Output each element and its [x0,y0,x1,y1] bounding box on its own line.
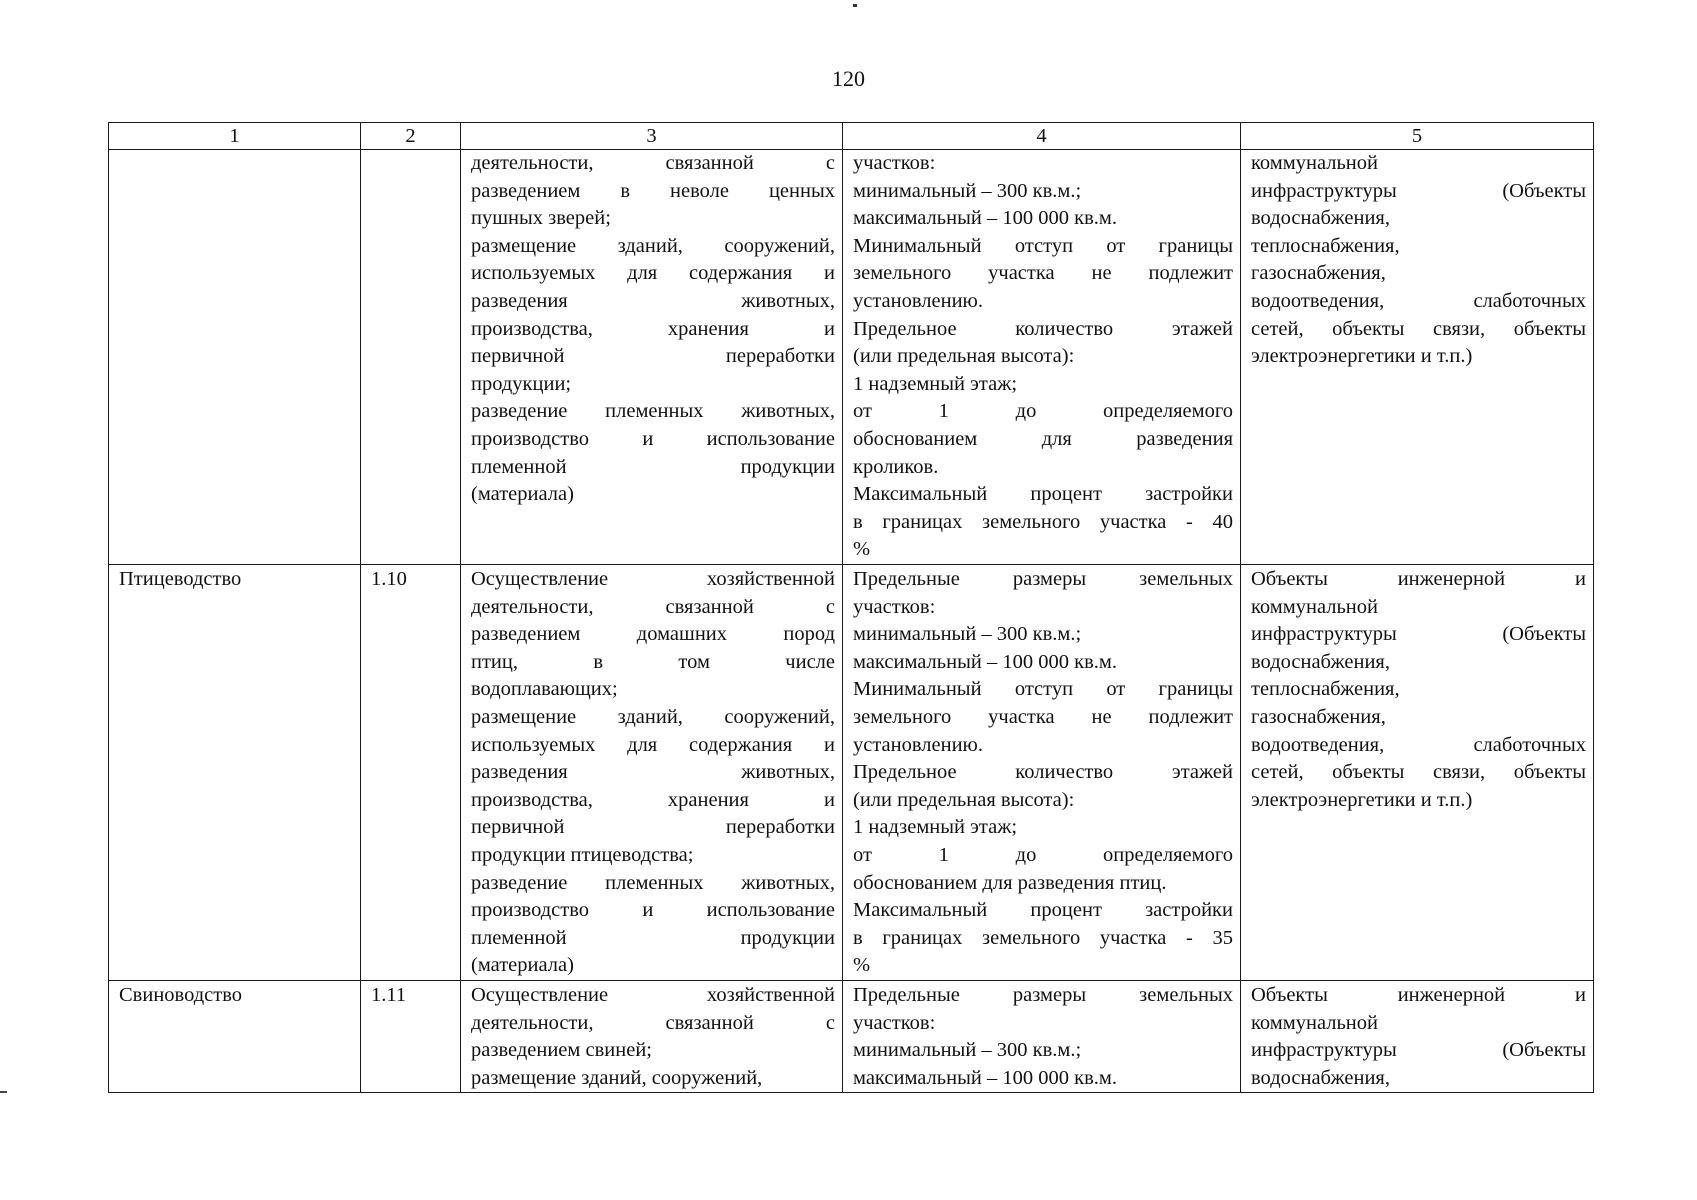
cell-text-line: деятельности, связанной с [471,595,835,618]
cell-text-line: максимальный – 100 000 кв.м. [853,207,1117,230]
cell-text-line: Максимальный процент застройки [853,899,1233,922]
cell-text-line: максимальный – 100 000 кв.м. [853,1066,1117,1089]
cell-text-line: разведением в неволе ценных [471,179,835,202]
cell-text-line: производство и использование [471,427,835,450]
cell-text-line: разведением домашних пород [471,623,835,646]
use-name-cell [109,150,361,565]
cell-text-line: производство и использование [471,899,835,922]
cell-text-line: минимальный – 300 кв.м.; [853,179,1082,202]
use-code-cell [361,150,461,565]
cell-text-line: первичной переработки [471,816,835,839]
cell-text-line: размещение зданий, сооружений, [471,705,835,728]
cell-text-line: водоотведения, слаботочных [1251,733,1586,756]
header-col-2: 2 [361,123,461,150]
cell-text-line: участков: [853,152,936,174]
cell-text-line: водоснабжения, [1251,650,1390,673]
cell-text-line: Минимальный отступ от границы [853,678,1233,701]
auxiliary-cell [1241,981,1594,1093]
cell-text-line: от 1 до определяемого [853,400,1233,423]
table-row [109,981,1594,1093]
parameters-cell [843,565,1241,981]
cell-text-line: разведением свиней; [471,1039,652,1062]
cell-text-line: разведения животных, [471,289,835,312]
cell-text-line: участков: [853,595,936,618]
cell-text-line: сетей, объекты связи, объекты [1251,317,1586,340]
cell-text-line: Объекты инженерной и [1251,984,1586,1006]
cell-text-line: разведение племенных животных, [471,871,835,894]
cell-text-line: (материала) [471,483,574,506]
cell-text-line: деятельности, связанной с [471,152,835,174]
cell-text-line: минимальный – 300 кв.м.; [853,1039,1082,1062]
cell-text-line: в границах земельного участка - 40 [853,510,1233,533]
cell-text-line: продукции птицеводства; [471,843,694,866]
cell-text-line: коммунальной [1251,1011,1378,1034]
cell-text-line: земельного участка не подлежит [853,705,1233,728]
cell-text-line: Предельное количество этажей [853,761,1233,784]
header-col-1: 1 [109,123,361,150]
use-code-cell: 1.10 [361,565,461,981]
cell-text-line: (материала) [471,954,574,977]
cell-text-line: земельного участка не подлежит [853,262,1233,285]
cell-text-line: 1 надземный этаж; [853,372,1018,395]
auxiliary-cell [1241,150,1594,565]
cell-text-line: максимальный – 100 000 кв.м. [853,650,1117,673]
cell-text-line: минимальный – 300 кв.м.; [853,623,1082,646]
cell-text-line: электроэнергетики и т.п.) [1251,788,1473,811]
cell-text-line: водоснабжения, [1251,207,1390,230]
description-cell [461,150,843,565]
cell-text-line: разведения животных, [471,761,835,784]
cell-text-line: газоснабжения, [1251,705,1386,728]
description-cell [461,981,843,1093]
scan-edge-mark [0,1091,7,1093]
cell-text-line: 1 надземный этаж; [853,816,1018,839]
cell-text-line: % [853,538,871,561]
cell-text-line: коммунальной [1251,152,1378,174]
description-cell [461,565,843,981]
cell-text-line: кроликов. [853,455,939,478]
cell-text-line: Осуществление хозяйственной [471,568,835,590]
cell-text-line: производства, хранения и [471,317,835,340]
auxiliary-cell [1241,565,1594,981]
scan-dot-mark [853,4,857,7]
cell-text-line: Объекты инженерной и [1251,568,1586,590]
cell-text-line: Предельные размеры земельных [853,568,1233,590]
header-col-5: 5 [1241,123,1594,150]
cell-text-line: производства, хранения и [471,788,835,811]
cell-text-line: первичной переработки [471,345,835,368]
cell-text-line: используемых для содержания и [471,262,835,285]
table-row [109,150,1594,565]
cell-text-line: газоснабжения, [1251,262,1386,285]
header-col-4: 4 [843,123,1241,150]
parameters-cell [843,150,1241,565]
cell-text-line: установлению. [853,733,983,756]
page-number: 120 [832,66,865,91]
cell-text-line: Минимальный отступ от границы [853,234,1233,257]
cell-text-line: Осуществление хозяйственной [471,984,835,1006]
header-col-3: 3 [461,123,843,150]
land-use-table [108,122,1594,1093]
use-code-cell: 1.11 [361,981,461,1093]
cell-text-line: установлению. [853,289,983,312]
cell-text-line: Предельное количество этажей [853,317,1233,340]
cell-text-line: теплоснабжения, [1251,234,1400,257]
cell-text-line: племенной продукции [471,926,835,949]
cell-text-line: инфраструктуры (Объекты [1251,179,1586,202]
cell-text-line: размещение зданий, сооружений, [471,234,835,257]
cell-text-line: коммунальной [1251,595,1378,618]
cell-text-line: племенной продукции [471,455,835,478]
cell-text-line: водоотведения, слаботочных [1251,289,1586,312]
cell-text-line: Предельные размеры земельных [853,984,1233,1006]
cell-text-line: водоснабжения, [1251,1066,1390,1089]
cell-text-line: в границах земельного участка - 35 [853,926,1233,949]
cell-text-line: электроэнергетики и т.п.) [1251,345,1473,368]
cell-text-line: % [853,954,871,977]
table-row [109,565,1594,981]
cell-text-line: участков: [853,1011,936,1034]
cell-text-line: разведение племенных животных, [471,400,835,423]
cell-text-line: (или предельная высота): [853,788,1075,811]
header-row [109,123,1594,150]
cell-text-line: от 1 до определяемого [853,843,1233,866]
cell-text-line: инфраструктуры (Объекты [1251,623,1586,646]
cell-text-line: инфраструктуры (Объекты [1251,1039,1586,1062]
use-name-cell: Свиноводство [109,981,361,1093]
cell-text-line: обоснованием для разведения [853,427,1233,450]
use-name-cell: Птицеводство [109,565,361,981]
parameters-cell [843,981,1241,1093]
cell-text-line: водоплавающих; [471,678,618,701]
cell-text-line: продукции; [471,372,572,395]
cell-text-line: деятельности, связанной с [471,1011,835,1034]
cell-text-line: обоснованием для разведения птиц. [853,871,1167,894]
cell-text-line: птиц, в том числе [471,650,835,673]
cell-text-line: теплоснабжения, [1251,678,1400,701]
cell-text-line: используемых для содержания и [471,733,835,756]
cell-text-line: Максимальный процент застройки [853,483,1233,506]
cell-text-line: размещение зданий, сооружений, [471,1066,763,1089]
cell-text-line: (или предельная высота): [853,345,1075,368]
cell-text-line: сетей, объекты связи, объекты [1251,761,1586,784]
cell-text-line: пушных зверей; [471,207,611,230]
